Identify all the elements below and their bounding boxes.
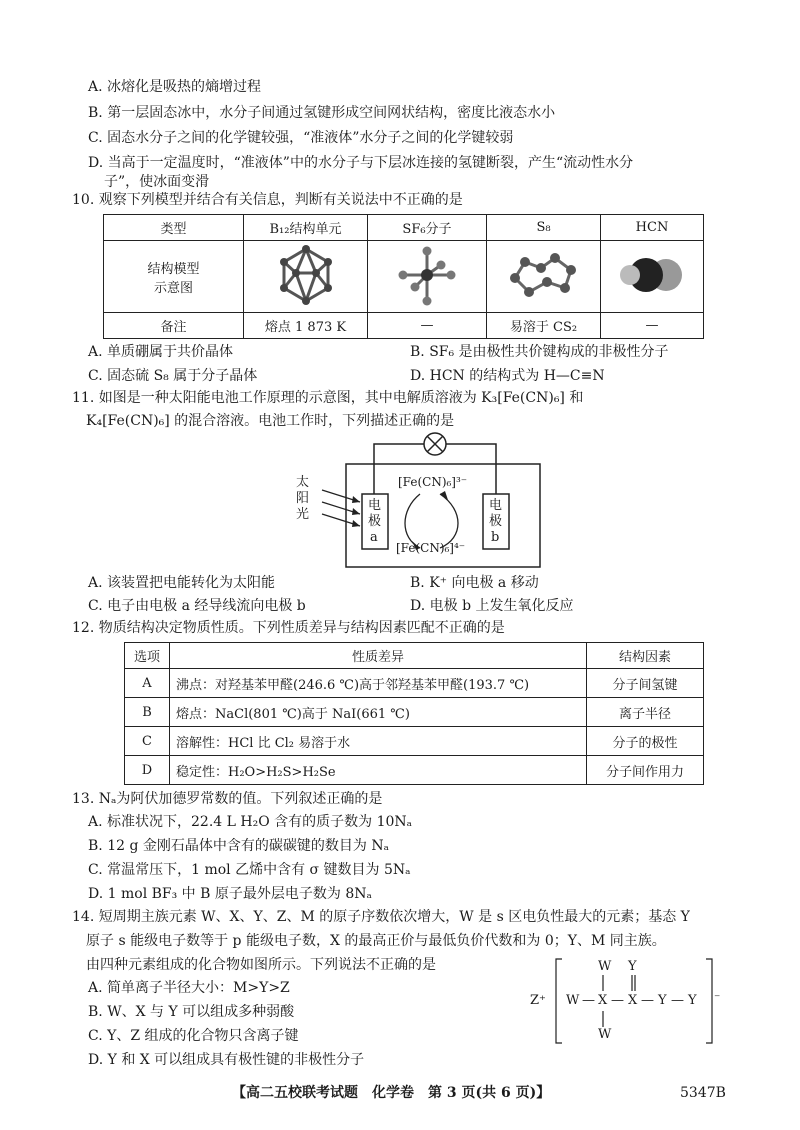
q11-option-d: D. 电极 b 上发生氧化反应: [410, 598, 574, 614]
q13-option-b: B. 12 g 金刚石晶体中含有的碳碳键的数目为 Nₐ: [88, 838, 389, 854]
q9-option-c: C. 固态水分子之间的化学键较强，“准液体”水分子之间的化学键较弱: [88, 130, 514, 146]
electrode-b-label-1: 电: [489, 498, 503, 513]
q12-row-a-factor: 分子间氢键: [587, 669, 704, 698]
q14-stem-2: 原子 s 能级电子数等于 p 能级电子数，X 的最高正价与最低负价代数和为 0；Y、M 同主族。: [86, 933, 666, 949]
q12-head-option: 选项: [125, 643, 170, 669]
q14-option-d: D. Y 和 X 可以组成具有极性键的非极性分子: [88, 1052, 365, 1068]
w-bottom-atom: W: [598, 1027, 612, 1042]
s8-model-image: [487, 241, 601, 313]
q10-row3-b12: 熔点 1 873 K: [244, 313, 368, 339]
q12-row-c-option: C: [125, 727, 170, 756]
q14-option-a: A. 简单离子半径大小：M>Y>Z: [88, 980, 290, 996]
y-top-atom: Y: [628, 959, 637, 974]
q12-row-a-option: A: [125, 669, 170, 698]
q12-row-c-factor: 分子的极性: [587, 727, 704, 756]
y-atom: Y: [658, 993, 667, 1008]
q12-head-property: 性质差异: [170, 643, 587, 669]
w-left-atom: W: [566, 993, 580, 1008]
q14-option-c: C. Y、Z 组成的化合物只含离子键: [88, 1028, 299, 1044]
q12-row-d-property: 稳定性：H₂O>H₂S>H₂Se: [170, 756, 587, 785]
q9-option-a: A. 冰熔化是吸热的熵增过程: [88, 79, 262, 95]
q10-row3-s8: 易溶于 CS₂: [487, 313, 601, 339]
page-footer: 【高二五校联考试题 化学卷 第 3 页(共 6 页)】: [232, 1085, 551, 1101]
paper-code: 5347B: [680, 1085, 726, 1101]
electrode-a-label-2: 极: [368, 514, 382, 529]
q10-table: [103, 214, 704, 339]
q10-option-a: A. 单质硼属于共价晶体: [88, 344, 234, 360]
q12-row-d-factor: 分子间作用力: [587, 756, 704, 785]
q13-stem: 13. Nₐ为阿伏加德罗常数的值。下列叙述正确的是: [72, 791, 383, 807]
sun-label-2: 阳: [296, 491, 310, 506]
q10-stem: 10. 观察下列模型并结合有关信息，判断有关说法中不正确的是: [72, 192, 463, 208]
s8-ring-icon: [507, 248, 581, 302]
q11-option-a: A. 该装置把电能转化为太阳能: [88, 575, 276, 591]
b12-model-image: [244, 241, 368, 313]
hcn-space-filling-icon: [612, 250, 692, 300]
q14-stem-1: 14. 短周期主族元素 W、X、Y、Z、M 的原子序数依次增大，W 是 s 区电负性最大的元素；基态 Y: [72, 909, 690, 925]
q11-option-b: B. K⁺ 向电极 a 移动: [410, 575, 539, 591]
q12-row-d-option: D: [125, 756, 170, 785]
q11-stem-1: 11. 如图是一种太阳能电池工作原理的示意图，其中电解质溶液为 K₃[Fe(CN)₆] 和: [72, 390, 584, 406]
electrode-b-label-3: b: [491, 530, 500, 545]
q9-option-d: D. 当高于一定温度时，“准液体”中的水分子与下层冰连接的氢键断裂，产生“流动性水分: [88, 155, 634, 171]
b12-icosahedron-icon: [274, 243, 338, 307]
bond-1: —: [582, 993, 595, 1008]
ferrocyanide-label: [Fe(CN)₆]⁴⁻: [396, 541, 466, 555]
ferricyanide-label: [Fe(CN)₆]³⁻: [398, 475, 468, 489]
q10-option-c: C. 固态硫 S₈ 属于分子晶体: [88, 368, 258, 384]
q10-row3-sf6: —: [368, 313, 487, 339]
q14-structure-diagram: [530, 955, 730, 1047]
q10-option-d: D. HCN 的结构式为 H—C≡N: [410, 368, 605, 384]
bond-3: —: [641, 993, 654, 1008]
solar-cell-diagram: [290, 430, 560, 570]
q14-stem-3: 由四种元素组成的化合物如图所示。下列说法不正确的是: [86, 957, 436, 973]
anion-charge-label: ⁻: [714, 991, 721, 1005]
q12-row-c-property: 溶解性：HCl 比 Cl₂ 易溶于水: [170, 727, 587, 756]
sf6-model-image: [368, 241, 487, 313]
q10-model-label-2: 示意图: [153, 280, 193, 296]
q10-head-type: 类型: [104, 215, 244, 241]
q13-option-d: D. 1 mol BF₃ 中 B 原子最外层电子数为 8Nₐ: [88, 886, 372, 902]
q10-model-label-1: 结构模型: [147, 261, 200, 277]
q12-row-b-factor: 离子半径: [587, 698, 704, 727]
q13-option-c: C. 常温常压下，1 mol 乙烯中含有 σ 键数目为 5Nₐ: [88, 862, 411, 878]
q9-option-d-cont: 子”，使冰面变滑: [104, 174, 210, 190]
electrode-a-label-3: a: [370, 530, 378, 545]
q10-row3-hcn: —: [601, 313, 704, 339]
q10-head-s8: S₈: [487, 215, 601, 241]
sf6-molecule-icon: [395, 243, 459, 307]
electrode-a-label-1: 电: [368, 498, 382, 513]
q10-head-hcn: HCN: [601, 215, 704, 241]
x-atom-2: X: [628, 993, 638, 1008]
q10-head-sf6: SF₆分子: [368, 215, 487, 241]
sun-label-1: 太: [296, 475, 310, 490]
bond-2: —: [611, 993, 624, 1008]
q10-head-b12: B₁₂结构单元: [244, 215, 368, 241]
q13-option-a: A. 标准状况下，22.4 L H₂O 含有的质子数为 10Nₐ: [88, 814, 413, 830]
q9-option-b: B. 第一层固态冰中，水分子间通过氢键形成空间网状结构，密度比液态水小: [88, 105, 556, 121]
bond-4: —: [671, 993, 684, 1008]
x-atom-1: X: [598, 993, 608, 1008]
z-cation-label: Z⁺: [530, 993, 546, 1008]
hcn-model-image: [601, 241, 704, 313]
q10-row-model-label: [104, 241, 244, 313]
electrode-b-label-2: 极: [489, 514, 503, 529]
q12-row-b-option: B: [125, 698, 170, 727]
q10-row3-label: 备注: [104, 313, 244, 339]
q14-option-b: B. W、X 与 Y 可以组成多种弱酸: [88, 1004, 295, 1020]
w-top-atom: W: [598, 959, 612, 974]
q12-head-factor: 结构因素: [587, 643, 704, 669]
q12-stem: 12. 物质结构决定物质性质。下列性质差异与结构因素匹配不正确的是: [72, 620, 505, 636]
q11-stem-2: K₄[Fe(CN)₆] 的混合溶液。电池工作时，下列描述正确的是: [86, 413, 455, 429]
q12-table: [124, 642, 704, 785]
q12-row-a-property: 沸点：对羟基苯甲醛(246.6 ℃)高于邻羟基苯甲醛(193.7 ℃): [170, 669, 587, 698]
sun-label-3: 光: [296, 507, 310, 522]
q10-option-b: B. SF₆ 是由极性共价键构成的非极性分子: [410, 344, 669, 360]
y-end-atom: Y: [688, 993, 697, 1008]
q11-option-c: C. 电子由电极 a 经导线流向电极 b: [88, 598, 306, 614]
q12-row-b-property: 熔点：NaCl(801 ℃)高于 NaI(661 ℃): [170, 698, 587, 727]
